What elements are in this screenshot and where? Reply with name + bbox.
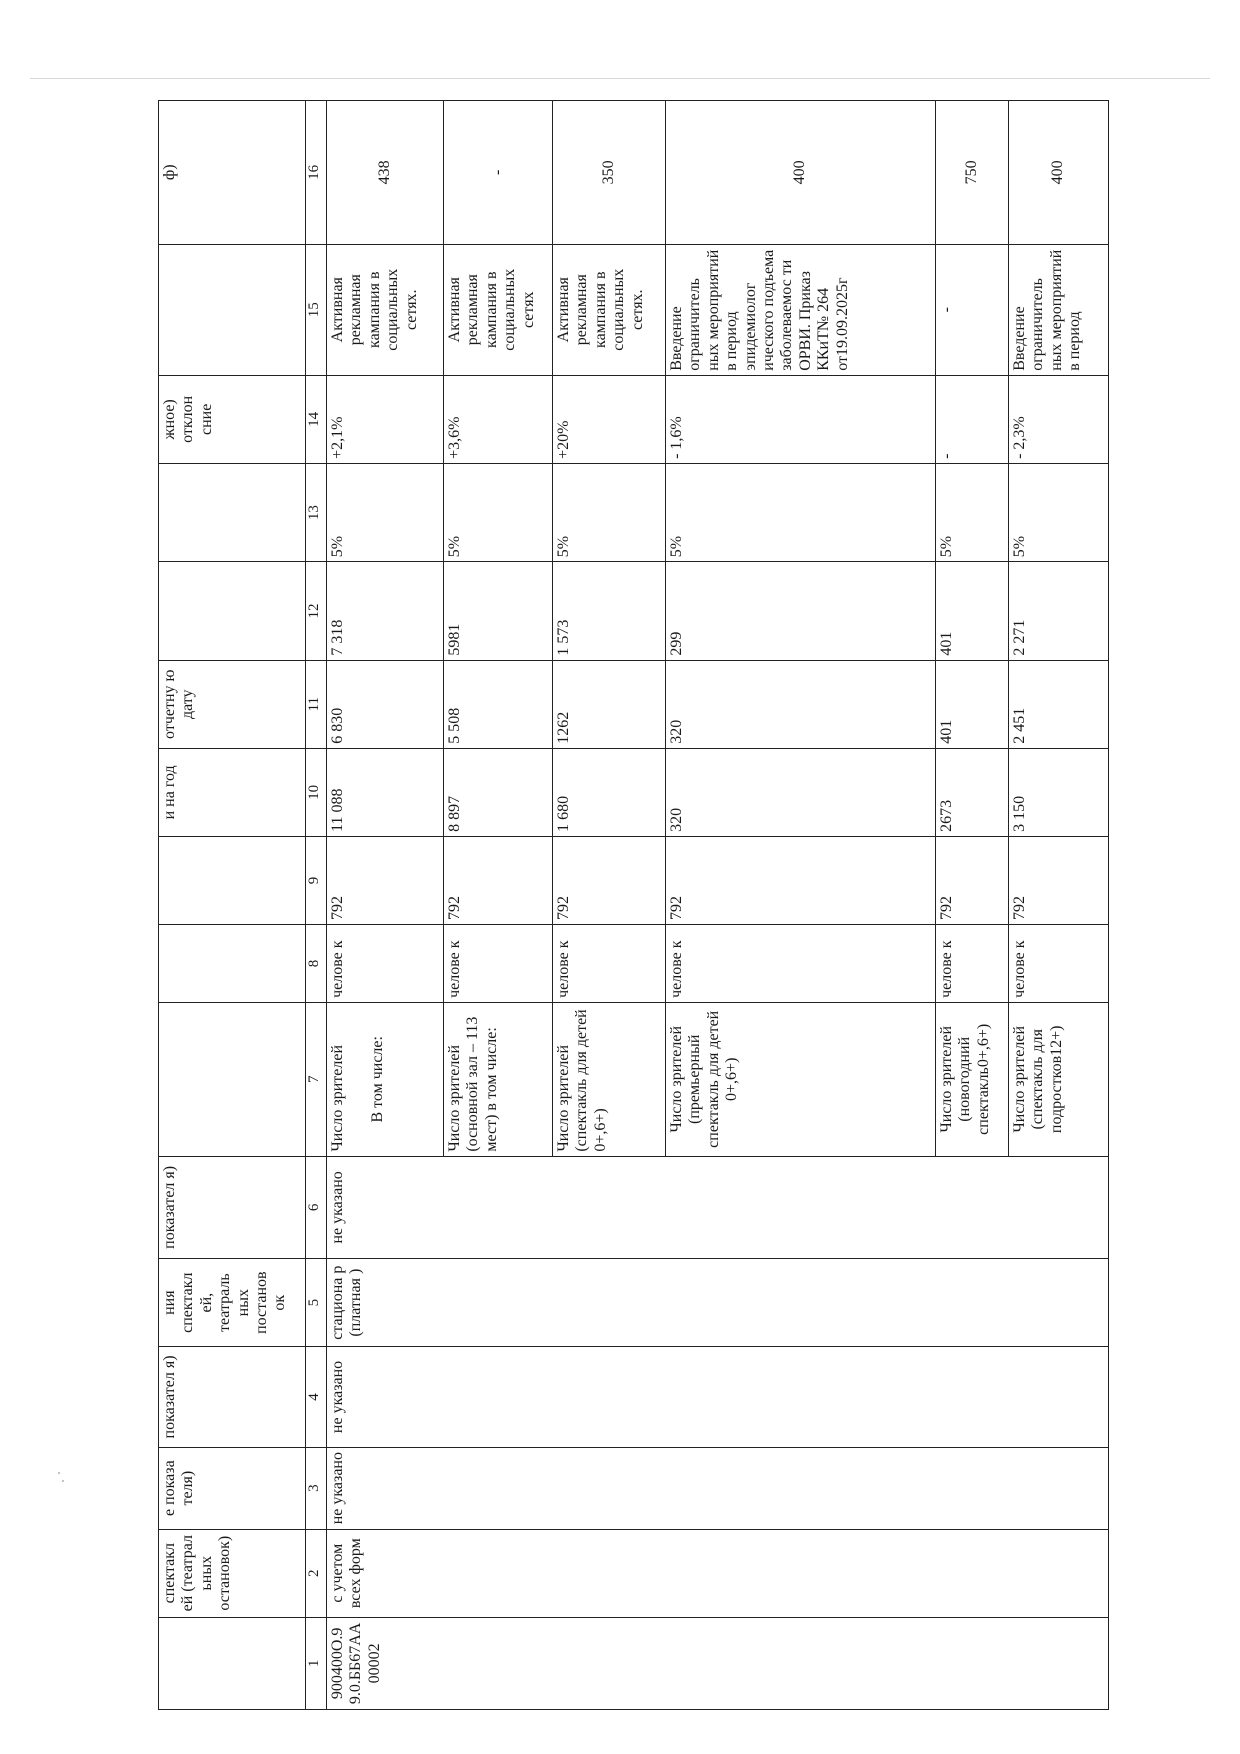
- indicator-name-cell: не указано: [327, 1156, 1109, 1258]
- actual-cell: 401: [936, 562, 1009, 660]
- amount-cell: 400: [1009, 101, 1109, 245]
- header-cell-12: [159, 562, 306, 660]
- tolerance-cell: 5%: [444, 463, 553, 561]
- okei-cell: 792: [666, 836, 936, 924]
- tolerance-cell: 5%: [327, 463, 444, 561]
- indicator-name-cell: не указано: [327, 1347, 1109, 1447]
- header-cell-13: [159, 463, 306, 561]
- rotated-table-page: [158, 100, 1103, 1710]
- plan-year-cell: 3 150: [1009, 748, 1109, 836]
- amount-cell: 438: [327, 101, 444, 245]
- header-cell-9: [159, 836, 306, 924]
- column-number-row: [306, 101, 327, 1710]
- indicator-cell: Число зрителей (спектакль для детей 0+,6+): [553, 1002, 666, 1156]
- plan-year-cell: 8 897: [444, 748, 553, 836]
- scan-speck: [58, 1472, 60, 1474]
- indicators-table: [158, 100, 1109, 1710]
- tolerance-cell: 5%: [1009, 463, 1109, 561]
- okei-cell: 792: [327, 836, 444, 924]
- plan-date-cell: 1262: [553, 660, 666, 748]
- unit-cell: челове к: [553, 925, 666, 1003]
- column-number: 6: [306, 1156, 327, 1258]
- okei-cell: 792: [444, 836, 553, 924]
- header-cell-14: жное) отклон сние: [159, 375, 306, 463]
- column-number: 12: [306, 562, 327, 660]
- deviation-cell: +2,1%: [327, 375, 444, 463]
- column-number: 8: [306, 925, 327, 1003]
- indicator-cell: Число зрителей (премьерный спектакль для детей 0+,6+): [666, 1002, 936, 1156]
- deviation-cell: - 2,3%: [1009, 375, 1109, 463]
- reason-cell: -: [936, 244, 1009, 375]
- tolerance-cell: 5%: [936, 463, 1009, 561]
- column-number: 16: [306, 101, 327, 245]
- header-cell-7: [159, 1002, 306, 1156]
- okei-cell: 792: [553, 836, 666, 924]
- actual-cell: 299: [666, 562, 936, 660]
- registry-code-cell: 900400О.99.0.ББ67АА00002: [327, 1617, 1109, 1709]
- reason-cell: Активная рекламная кампания в социальных сетях: [444, 244, 553, 375]
- deviation-cell: -: [936, 375, 1009, 463]
- column-number: 15: [306, 244, 327, 375]
- indicator-cell: [327, 1002, 444, 1156]
- indicator-cell: Число зрителей (новогодний спектакль0+,6+): [936, 1002, 1009, 1156]
- column-number: 14: [306, 375, 327, 463]
- unit-cell: челове к: [444, 925, 553, 1003]
- deviation-cell: - 1,6%: [666, 375, 936, 463]
- indicator-sublabel: В том числе:: [369, 1036, 387, 1123]
- header-cell-6: показател я): [159, 1156, 306, 1258]
- plan-year-cell: 11 088: [327, 748, 444, 836]
- column-number: 1: [306, 1617, 327, 1709]
- indicator-name-cell: не указано: [327, 1447, 1109, 1529]
- plan-date-cell: 5 508: [444, 660, 553, 748]
- indicator-label: Число зрителей: [329, 1044, 346, 1152]
- amount-cell: 750: [936, 101, 1009, 245]
- plan-date-cell: 2 451: [1009, 660, 1109, 748]
- reason-cell: Активная рекламная кампания в социальных сетях.: [327, 244, 444, 375]
- column-number: 5: [306, 1259, 327, 1347]
- column-number: 7: [306, 1002, 327, 1156]
- deviation-cell: +20%: [553, 375, 666, 463]
- header-cell-15: [159, 244, 306, 375]
- amount-cell: 350: [553, 101, 666, 245]
- form-cell: стациона р (платная ): [327, 1259, 1109, 1347]
- unit-cell: челове к: [327, 925, 444, 1003]
- content-cell: с учетом всех форм: [327, 1529, 1109, 1617]
- header-cell-16: ф): [159, 101, 306, 245]
- amount-cell: -: [444, 101, 553, 245]
- reason-cell: Введение ограничитель ных мероприятий в период: [1009, 244, 1109, 375]
- deviation-cell: +3,6%: [444, 375, 553, 463]
- header-cell-10: и на год: [159, 748, 306, 836]
- header-cell-11: отчетну ю дату: [159, 660, 306, 748]
- amount-cell: 400: [666, 101, 936, 245]
- column-number: 10: [306, 748, 327, 836]
- header-row: [159, 101, 306, 1710]
- column-number: 2: [306, 1529, 327, 1617]
- actual-cell: 5981: [444, 562, 553, 660]
- header-cell-1: [159, 1617, 306, 1709]
- plan-year-cell: 320: [666, 748, 936, 836]
- column-number: 4: [306, 1347, 327, 1447]
- actual-cell: 2 271: [1009, 562, 1109, 660]
- header-cell-4: показател я): [159, 1347, 306, 1447]
- indicator-cell: Число зрителей (основной зал – 113 мест) в том числе:: [444, 1002, 553, 1156]
- plan-date-cell: 6 830: [327, 660, 444, 748]
- plan-date-cell: 320: [666, 660, 936, 748]
- table-row: [327, 101, 444, 1710]
- scan-speck: [62, 1480, 64, 1482]
- header-cell-8: [159, 925, 306, 1003]
- scan-edge-line: [30, 78, 1210, 79]
- actual-cell: 1 573: [553, 562, 666, 660]
- tolerance-cell: 5%: [666, 463, 936, 561]
- plan-year-cell: 1 680: [553, 748, 666, 836]
- plan-date-cell: 401: [936, 660, 1009, 748]
- header-cell-2: спектакл ей (театрал ьных остановок): [159, 1529, 306, 1617]
- column-number: 3: [306, 1447, 327, 1529]
- unit-cell: челове к: [666, 925, 936, 1003]
- column-number: 13: [306, 463, 327, 561]
- reason-cell: Введение ограничитель ных мероприятий в период эпидемиолог ического подъема заболеваемос ти ОРВИ. Приказ ККиТ№ 264 от19.09.2025г: [666, 244, 936, 375]
- okei-cell: 792: [1009, 836, 1109, 924]
- okei-cell: 792: [936, 836, 1009, 924]
- plan-year-cell: 2673: [936, 748, 1009, 836]
- column-number: 9: [306, 836, 327, 924]
- indicator-cell: Число зрителей (спектакль для подростков12+): [1009, 1002, 1109, 1156]
- header-cell-5: ния спектакл ей, театраль ных постанов ок: [159, 1259, 306, 1347]
- reason-cell: Активная рекламная кампания в социальных сетях.: [553, 244, 666, 375]
- unit-cell: челове к: [936, 925, 1009, 1003]
- unit-cell: челове к: [1009, 925, 1109, 1003]
- header-cell-3: е показа теля): [159, 1447, 306, 1529]
- tolerance-cell: 5%: [553, 463, 666, 561]
- actual-cell: 7 318: [327, 562, 444, 660]
- column-number: 11: [306, 660, 327, 748]
